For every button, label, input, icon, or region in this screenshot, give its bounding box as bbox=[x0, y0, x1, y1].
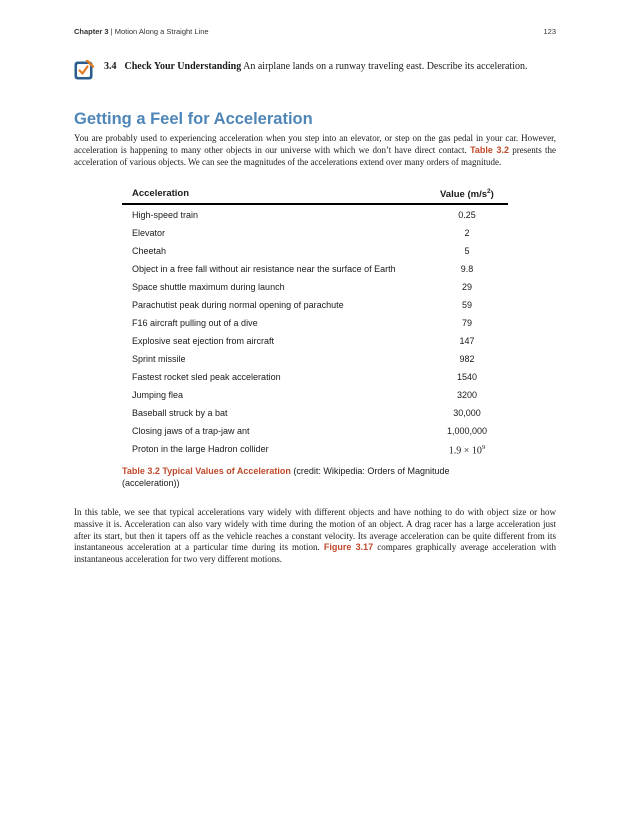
checkbox-pencil-icon bbox=[74, 60, 94, 80]
table-row bbox=[122, 367, 508, 385]
section-heading: Getting a Feel for Acceleration bbox=[74, 110, 313, 128]
row-label: Proton in the large Hadron collider bbox=[132, 444, 269, 454]
page-header bbox=[74, 27, 556, 41]
table-row bbox=[122, 205, 508, 223]
table-row bbox=[122, 439, 508, 457]
row-value: 147 bbox=[459, 336, 475, 346]
table-row bbox=[122, 349, 508, 367]
table-row bbox=[122, 331, 508, 349]
row-value: 1,000,000 bbox=[446, 426, 488, 436]
row-value: 3200 bbox=[456, 390, 478, 400]
page-number: 123 bbox=[543, 27, 556, 36]
table-reference-link[interactable]: Table 3.2 bbox=[470, 144, 509, 155]
table-body bbox=[122, 205, 508, 457]
row-value: 59 bbox=[461, 300, 472, 310]
chapter-title bbox=[74, 27, 209, 36]
row-label: Explosive seat ejection from aircraft bbox=[132, 336, 275, 346]
table-row bbox=[122, 421, 508, 439]
row-label: High-speed train bbox=[132, 210, 199, 220]
table-row bbox=[122, 241, 508, 259]
sci-base: 1.9 × 10 bbox=[448, 445, 482, 457]
chapter-name: Motion Along a Straight Line bbox=[114, 27, 209, 36]
cyu-question: An airplane lands on a runway traveling east. Describe its acceleration. bbox=[241, 61, 528, 72]
row-label: Baseball struck by a bat bbox=[132, 408, 228, 418]
row-label: Cheetah bbox=[132, 246, 167, 256]
sci-exponent: 9 bbox=[481, 444, 486, 451]
row-value: 9.8 bbox=[460, 264, 474, 274]
row-label: Jumping flea bbox=[132, 390, 184, 400]
row-label: Fastest rocket sled peak acceleration bbox=[132, 372, 281, 382]
discussion-text-a: In this table, we see that typical accelerations vary widely with different objects and have nothing to do with object size or how massive it is. Acceleration can also vary widely with time during the motion of an object. A drag racer has a large acceleration just after its start, but then it tapers off as the vehicle reaches a constant velocity. Its average acceleration can be quite different from its instantaneous acceleration at a particular time during its motion. bbox=[74, 507, 556, 553]
row-value: 1540 bbox=[456, 372, 478, 382]
table-caption bbox=[122, 465, 502, 489]
intro-text-a: You are probably used to experiencing acceleration when you step into an elevator, or step on the gas pedal in your car. However, acceleration is happening to many other objects in our universe with which we don’t have direct contact. bbox=[74, 133, 556, 155]
intro-paragraph bbox=[74, 133, 556, 168]
row-label: Elevator bbox=[132, 228, 166, 238]
row-value-scientific bbox=[424, 444, 510, 456]
row-label: F16 aircraft pulling out of a dive bbox=[132, 318, 258, 328]
row-label: Object in a free fall without air resistance near the surface of Earth bbox=[132, 264, 396, 274]
cyu-text bbox=[104, 60, 527, 73]
row-value: 29 bbox=[461, 282, 472, 292]
table-row bbox=[122, 295, 508, 313]
acceleration-table bbox=[122, 186, 508, 457]
cyu-label: Check Your Understanding bbox=[124, 61, 242, 72]
row-label: Parachutist peak during normal opening of parachute bbox=[132, 300, 344, 310]
table-header-row bbox=[122, 186, 508, 205]
table-row bbox=[122, 385, 508, 403]
row-value: 982 bbox=[459, 354, 475, 364]
table-row bbox=[122, 313, 508, 331]
cyu-number: 3.4 bbox=[104, 61, 117, 72]
header-separator: | bbox=[108, 27, 115, 36]
row-value: 30,000 bbox=[453, 408, 481, 418]
header-value-close: ) bbox=[490, 189, 494, 201]
table-row bbox=[122, 259, 508, 277]
table-row bbox=[122, 403, 508, 421]
row-value: 0.25 bbox=[458, 210, 476, 220]
chapter-label: Chapter 3 bbox=[74, 27, 109, 36]
row-value: 79 bbox=[461, 318, 472, 328]
header-acceleration: Acceleration bbox=[132, 188, 190, 199]
figure-reference-link[interactable]: Figure 3.17 bbox=[323, 542, 374, 553]
row-label: Closing jaws of a trap-jaw ant bbox=[132, 426, 250, 436]
check-your-understanding bbox=[74, 58, 556, 80]
discussion-paragraph bbox=[74, 507, 556, 566]
table-row bbox=[122, 223, 508, 241]
header-value-sup: 2 bbox=[487, 188, 491, 195]
header-value bbox=[440, 188, 494, 200]
row-value: 5 bbox=[464, 246, 470, 256]
caption-text: (credit: Wikipedia: Orders of Magnitude (acceleration)) bbox=[122, 466, 450, 488]
caption-label: Table 3.2 Typical Values of Acceleration bbox=[122, 466, 291, 476]
row-label: Space shuttle maximum during launch bbox=[132, 282, 285, 292]
row-label: Sprint missile bbox=[132, 354, 186, 364]
row-value: 2 bbox=[464, 228, 470, 238]
table-row bbox=[122, 277, 508, 295]
discussion-text-b: compares graphically average acceleration with instantaneous acceleration for two very different motions. bbox=[74, 542, 556, 565]
header-value-text: Value (m/s bbox=[440, 189, 487, 201]
intro-text-b: presents the acceleration of various objects. We can see the magnitudes of the accelerations extend over many orders of magnitude. bbox=[74, 144, 556, 167]
